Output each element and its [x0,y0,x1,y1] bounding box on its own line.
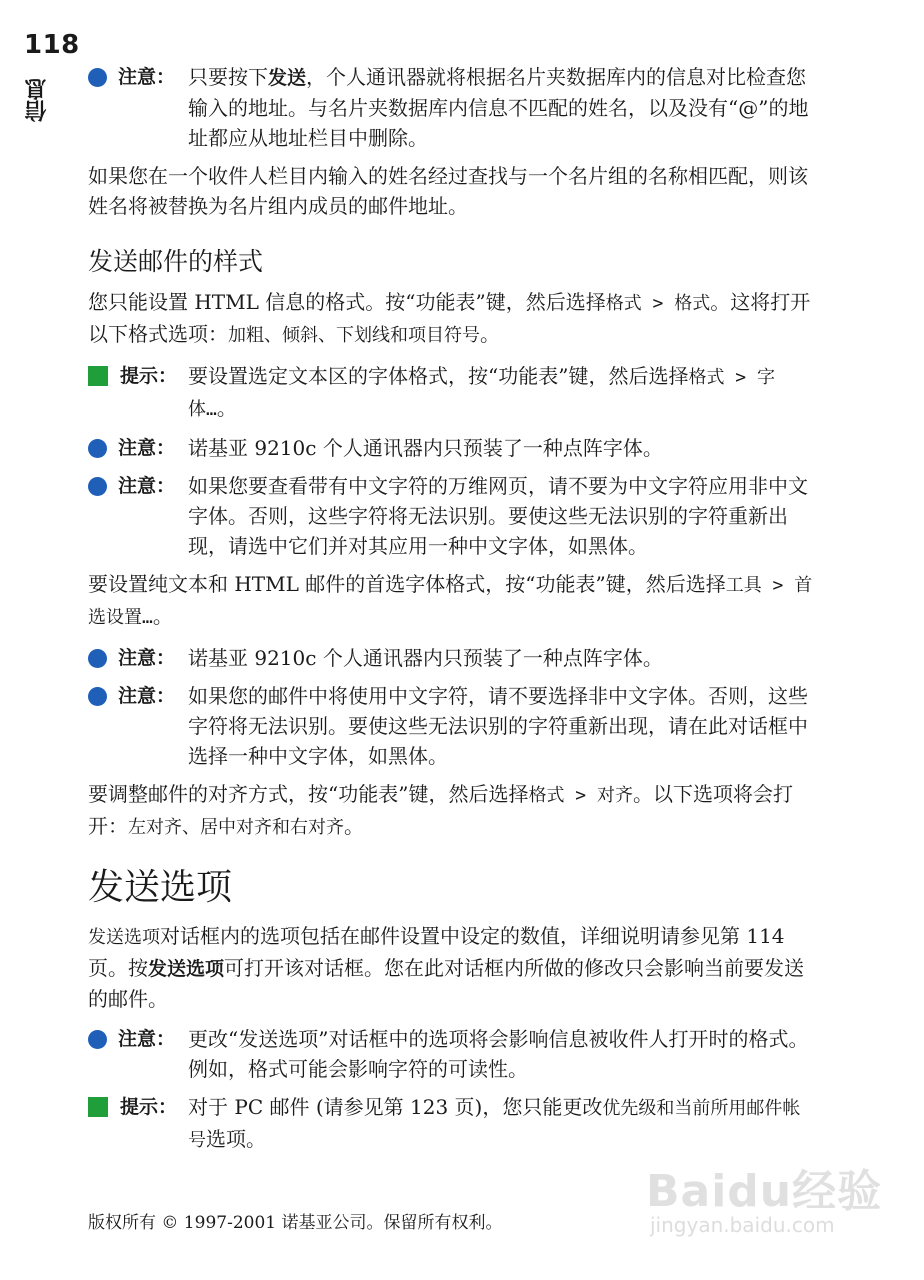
note-callout [88,62,814,153]
note-text: 如果您要查看带有中文字符的万维网页，请不要为中文字符应用非中文字体。否则，这些字符将无法识别。要使这些无法识别的字符重新出现，请选中它们并对其应用一种中文字体，如黑体。 [188,474,808,558]
note-label: 注意： [118,1028,176,1050]
copyright-footer: 版权所有 © 1997-2001 诺基亚公司。保留所有权利。 [88,1213,503,1233]
tip-square-icon [88,1097,108,1117]
note-text: 诺基亚 9210c 个人通讯器内只预装了一种点阵字体。 [188,436,663,460]
note-text: 只要按下发送，个人通讯器就将根据名片夹数据库内的信息对比检查您输入的地址。与名片夹数据库内信息不匹配的姓名，以及没有“@”的地址都应从地址栏目中删除。 [188,65,809,150]
paragraph: 发送选项对话框内的选项包括在邮件设置中设定的数值，详细说明请参见第 114 页。按发送选项可打开该对话框。您在此对话框内所做的修改只会影响当前要发送的邮件。 [88,924,805,1011]
note-text: 更改“发送选项”对话框中的选项将会影响信息被收件人打开时的格式。例如，格式可能会影响字符的可读性。 [188,1027,809,1081]
paragraph: 要设置纯文本和 HTML 邮件的首选字体格式，按“功能表”键，然后选择工具 > 首选设置…。 [88,572,813,628]
note-circle-icon [88,477,107,496]
note-callout [88,643,814,673]
subheading-mail-style: 发送邮件的样式 [88,247,264,276]
paragraph: 要调整邮件的对齐方式，按“功能表”键，然后选择格式 > 对齐。以下选项将会打开：左对齐、居中对齐和右对齐。 [88,782,793,838]
note-callout [88,1024,814,1084]
note-circle-icon [88,439,107,458]
tip-callout [88,361,814,425]
note-label: 注意： [118,647,176,669]
tip-text: 对于 PC 邮件 (请参见第 123 页)，您只能更改优先级和当前所用邮件帐号选项。 [188,1095,801,1151]
tip-label: 提示： [120,365,178,387]
paragraph: 您只能设置 HTML 信息的格式。按“功能表”键，然后选择格式 > 格式。这将打开以下格式选项：加粗、倾斜、下划线和项目符号。 [88,290,811,346]
paragraph: 如果您在一个收件人栏目内输入的姓名经过查找与一个名片组的名称相匹配，则该姓名将被替换为名片组内成员的邮件地址。 [88,164,808,218]
note-label: 注意： [118,685,176,707]
tip-square-icon [88,366,108,386]
watermark-url: jingyan.baidu.com [650,1213,835,1237]
chapter-side-tab: 信息 [25,78,50,122]
note-label: 注意： [118,437,176,459]
page-number: 118 [24,30,80,60]
note-circle-icon [88,687,107,706]
note-circle-icon [88,1030,107,1049]
note-circle-icon [88,68,107,87]
note-text: 如果您的邮件中将使用中文字符，请不要选择非中文字体。否则，这些字符将无法识别。要使这些无法识别的字符重新出现，请在此对话框中选择一种中文字体，如黑体。 [188,684,808,768]
note-callout [88,433,814,463]
note-label: 注意： [118,475,176,497]
page-content [88,62,814,1164]
note-callout [88,471,814,561]
section-heading-send-options: 发送选项 [88,867,233,908]
note-label: 注意： [118,66,176,88]
tip-label: 提示： [120,1096,178,1118]
note-callout [88,681,814,771]
watermark-brand: Baidu经验 [646,1166,883,1217]
tip-callout [88,1092,814,1156]
baidu-watermark [646,1155,896,1250]
note-circle-icon [88,649,107,668]
tip-text: 要设置选定文本区的字体格式，按“功能表”键，然后选择格式 > 字体…。 [188,364,775,420]
note-text: 诺基亚 9210c 个人通讯器内只预装了一种点阵字体。 [188,646,663,670]
